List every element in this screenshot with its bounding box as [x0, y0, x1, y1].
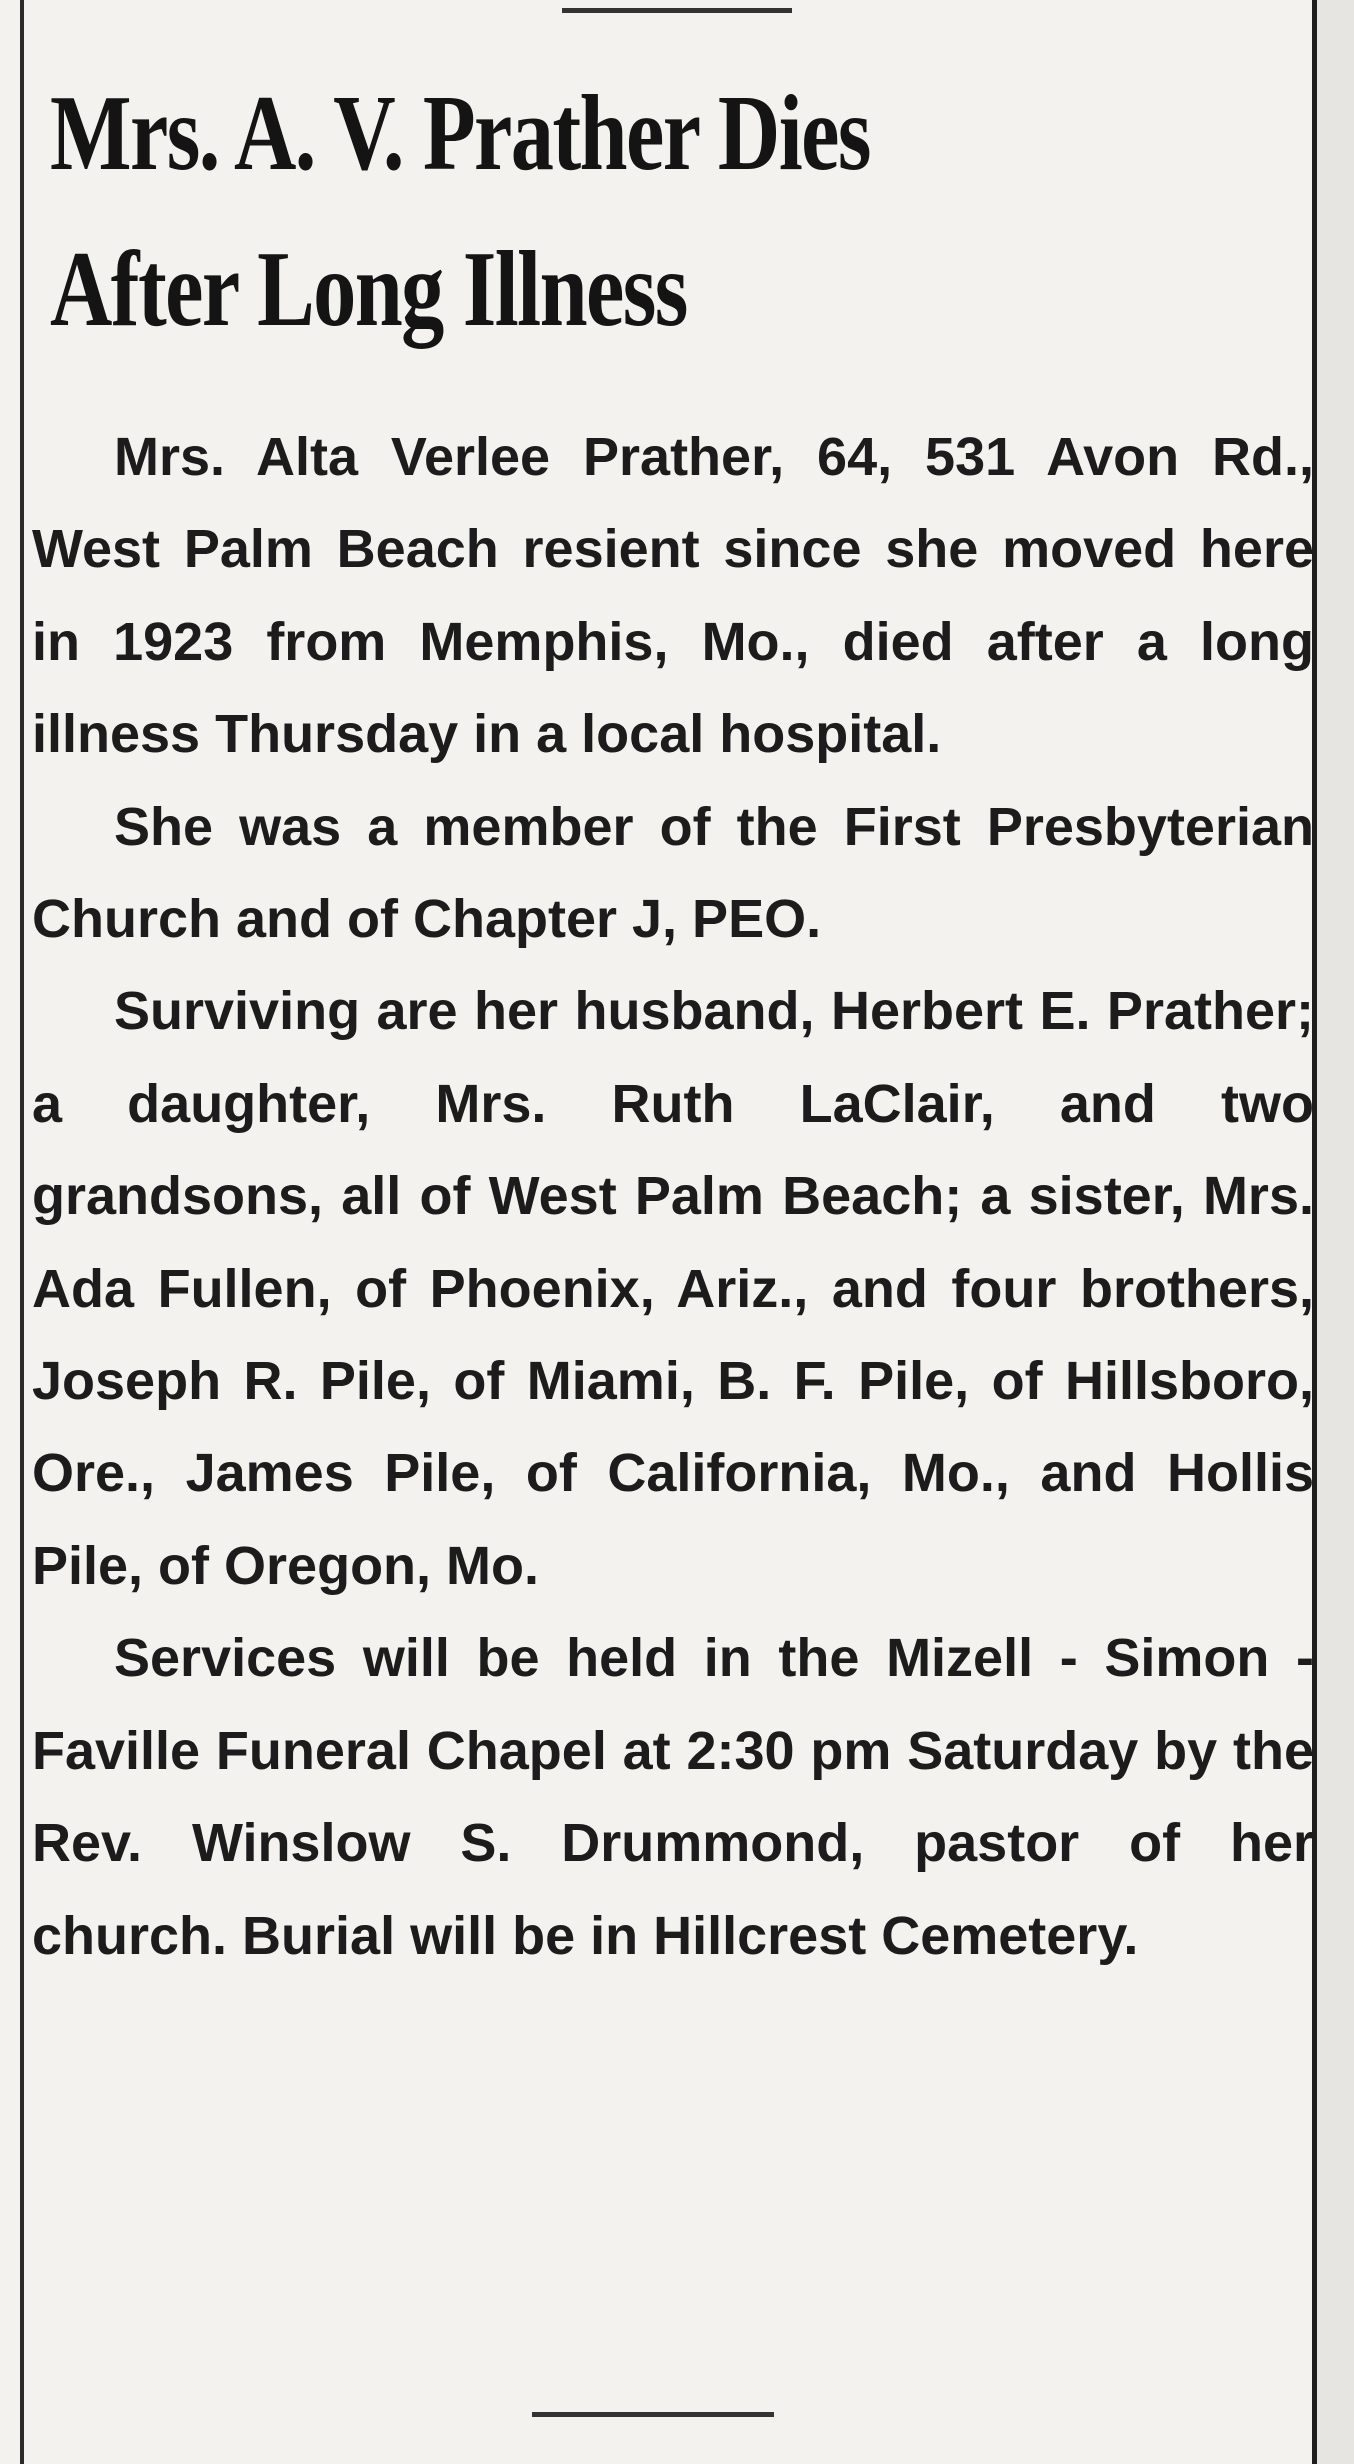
paragraph-survivors: Surviving are her husband, Herbert E. Prather; a daughter, Mrs. Ruth LaClair, and two grandsons, all of West Palm Beach; a sister, Mrs. Ada Fullen, of Phoenix, Ariz., and four brothers, Joseph R. Pile, of Miami, B. F. Pile, of Hillsboro, Ore., James Pile, of California, Mo., and Hollis Pile, of Oregon, Mo.: [32, 981, 1314, 1596]
left-column-rule: [20, 0, 24, 2464]
headline-line-1: Mrs. A. V. Prather Dies: [50, 74, 870, 193]
headline: [50, 56, 1050, 368]
article-body: [32, 411, 1314, 1982]
headline-line-2: After Long Illness: [50, 230, 687, 349]
paragraph-membership: She was a member of the First Presbyterian Church and of Chapter J, PEO.: [32, 796, 1314, 950]
top-separator: [562, 8, 792, 13]
paragraph-obituary-intro: Mrs. Alta Verlee Prather, 64, 531 Avon Rd., West Palm Beach resient since she moved here in 1923 from Memphis, Mo., died after a long illness Thursday in a local hospital.: [32, 427, 1314, 765]
paragraph-services: Services will be held in the Mizell - Simon - Faville Funeral Chapel at 2:30 pm Saturday by the Rev. Winslow S. Drummond, pastor of her church. Burial will be in Hillcrest Cemetery.: [32, 1628, 1314, 1966]
adjacent-column-edge: [1317, 0, 1354, 2464]
bottom-separator: [532, 2412, 774, 2417]
